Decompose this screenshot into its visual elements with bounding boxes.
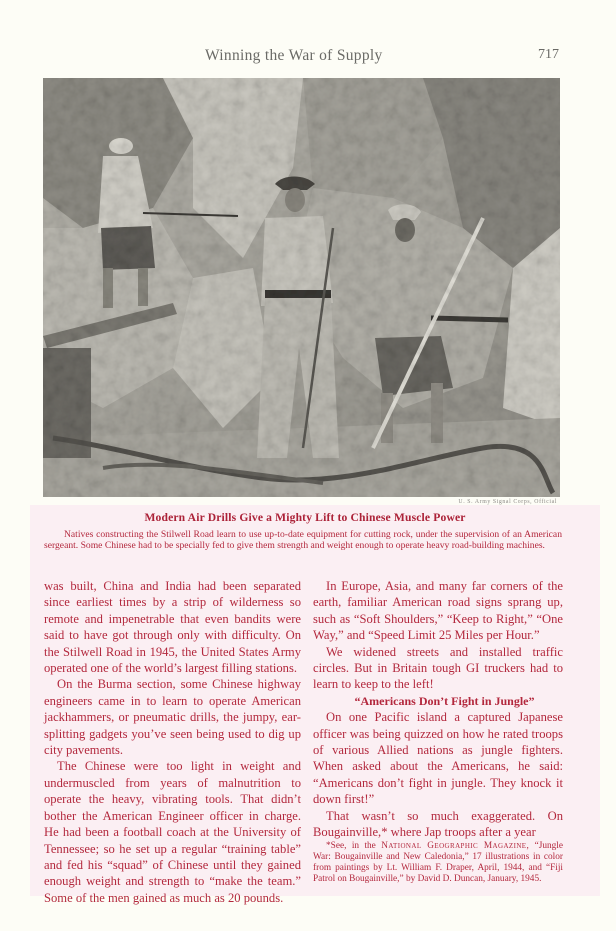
caption-body: Natives constructing the Stilwell Road learn to use up-to-date equipment for cutting rock, under the supervision of an American sergeant. Some Chinese had to be specially fed to give them strength and weight enough to operate heavy road-building machines. bbox=[44, 529, 562, 552]
footnote-text: “Jungle War: Bougainville and New Caledonia,” 17 illustrations in color from paintings by Lt. William F. Draper, April, 1944, and “Fiji Patrol on Bougainville,” by David D. Duncan, January, 1945. bbox=[313, 840, 564, 884]
caption-title: Modern Air Drills Give a Mighty Lift to Chinese Muscle Power bbox=[144, 511, 466, 524]
page-number: 717 bbox=[538, 47, 559, 62]
footnote-lead: See, in the bbox=[330, 840, 376, 851]
paragraph: On the Burma section, some Chinese highway engineers came in to learn to operate American jackhammers, or pneumatic drills, the jumpy, ear-splitting gadgets you’ve seen being used to dig up city pavements. bbox=[44, 677, 301, 758]
running-head bbox=[0, 47, 616, 67]
footnote bbox=[313, 841, 563, 885]
running-title: Winning the War of Supply bbox=[205, 47, 383, 64]
paragraph: On one Pacific island a captured Japanese officer was being quizzed on how he rated troops of various Allied nations as jungle fighters. When asked about the Americans, he said: “Americans don’t fight in jungle. They knock it down first!” bbox=[313, 710, 563, 807]
photo-credit: U. S. Army Signal Corps, Official bbox=[458, 499, 557, 505]
footnote-marker: * bbox=[326, 840, 331, 851]
paragraph: was built, China and India had been separated since earliest times by a strip of wilderness so remote and impenetrable that even bandits were said to have got through only with difficulty. On the Stilwell Road in 1945, the United States Army operated one of the world’s largest filling stations. bbox=[44, 579, 301, 676]
left-column bbox=[44, 578, 301, 906]
paragraph: We widened streets and installed traffic circles. But in Britain tough GI truckers had to learn to keep to the left! bbox=[313, 644, 563, 692]
footnote-magazine-name: National Geographic Magazine, bbox=[381, 840, 530, 851]
paragraph: In Europe, Asia, and many far corners of the earth, familiar American road signs sprang up, such as “Soft Shoulders,” “Keep to Right,” “One Way,” and “Speed Limit 25 Miles per Hour.” bbox=[313, 579, 563, 643]
photo-illustration bbox=[43, 78, 560, 497]
section-subheading: “Americans Don’t Fight in Jungle” bbox=[354, 693, 535, 708]
paragraph: The Chinese were too light in weight and undermuscled from years of malnutrition to operate the heavy, vibrating tools. That didn’t bother the American Engineer officer in charge. He had been a football coach at the University of Tennessee; so he set up a regular “training table” and fed his “squad” of Chinese until they gained enough weight and strength to “make the team.” Some of the men gained as much as 20 pounds. bbox=[44, 759, 301, 905]
paragraph: That wasn’t so much exaggerated. On Bougainville,* where Jap troops after a year bbox=[313, 808, 563, 840]
photograph bbox=[43, 78, 560, 497]
right-column bbox=[313, 578, 563, 885]
